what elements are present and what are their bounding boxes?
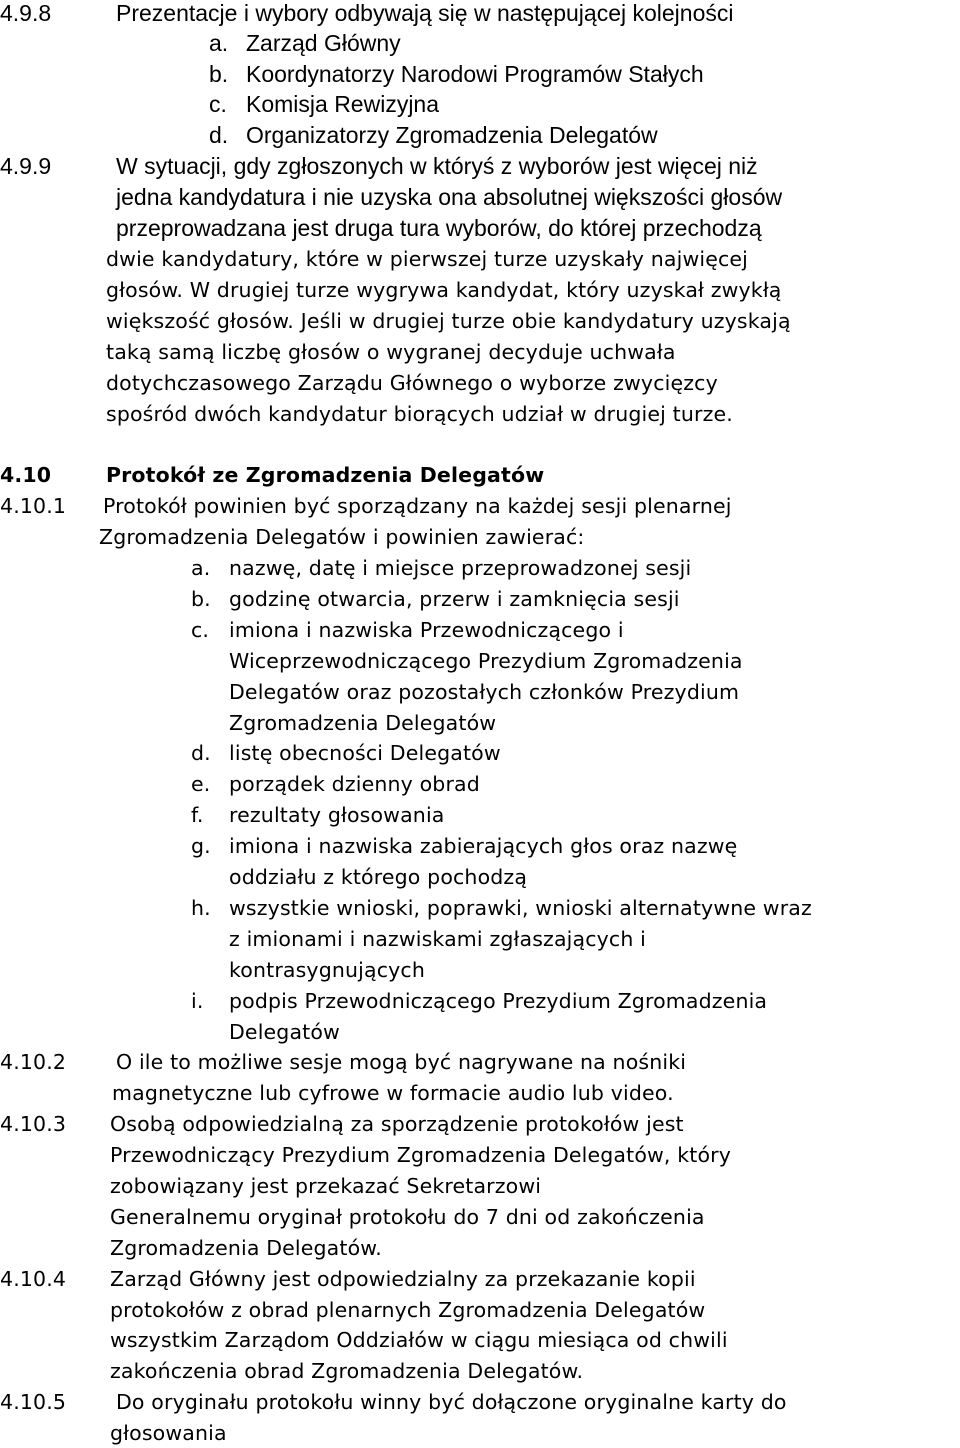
list-item: listę obecności Delegatów — [229, 741, 501, 765]
section-number-4-10: 4.10 — [0, 463, 52, 487]
paragraph-line: protokołów z obrad plenarnych Zgromadzenia Delegatów — [110, 1298, 706, 1322]
paragraph-line: głosowania — [110, 1421, 227, 1445]
list-marker: e. — [191, 772, 211, 796]
section-number-4-9-9: 4.9.9 — [0, 153, 52, 179]
list-item: Koordynatorzy Narodowi Programów Stałych — [246, 61, 704, 87]
list-item: Komisja Rewizyjna — [246, 91, 440, 117]
list-marker: h. — [191, 896, 211, 920]
paragraph-line: taką samą liczbę głosów o wygranej decyduje uchwała — [106, 340, 676, 364]
section-number-4-10-3: 4.10.3 — [0, 1112, 67, 1136]
list-marker: c. — [209, 91, 227, 117]
list-item-continuation: kontrasygnujących — [229, 958, 425, 982]
section-number-4-10-4: 4.10.4 — [0, 1267, 67, 1291]
section-number-4-10-2: 4.10.2 — [0, 1050, 67, 1074]
list-item-continuation: Delegatów oraz pozostałych członków Prezydium — [229, 680, 740, 704]
paragraph-line: wszystkim Zarządom Oddziałów w ciągu miesiąca od chwili — [110, 1328, 728, 1352]
list-marker: c. — [191, 618, 210, 642]
paragraph-line: O ile to możliwe sesje mogą być nagrywane na nośniki — [116, 1050, 687, 1074]
list-item: godzinę otwarcia, przerw i zamknięcia sesji — [229, 587, 680, 611]
list-item: imiona i nazwiska zabierających głos oraz nazwę — [229, 834, 738, 858]
paragraph-line: dwie kandydatury, które w pierwszej turze uzyskały najwięcej — [106, 247, 748, 271]
list-marker: b. — [191, 587, 211, 611]
paragraph-line: zakończenia obrad Zgromadzenia Delegatów. — [110, 1359, 584, 1383]
paragraph-line: W sytuacji, gdy zgłoszonych w któryś z wyborów jest więcej niż — [116, 153, 758, 179]
list-item: imiona i nazwiska Przewodniczącego i — [229, 618, 624, 642]
list-item: podpis Przewodniczącego Prezydium Zgromadzenia — [229, 989, 768, 1013]
list-marker: b. — [209, 61, 229, 87]
list-marker: f. — [191, 803, 204, 827]
paragraph-line: Protokół powinien być sporządzany na każdej sesji plenarnej — [103, 494, 732, 518]
paragraph-line: Zgromadzenia Delegatów. — [110, 1236, 382, 1260]
list-marker: a. — [191, 556, 211, 580]
list-item: Zarząd Główny — [246, 30, 401, 56]
list-item: wszystkie wnioski, poprawki, wnioski alternatywne wraz — [229, 896, 812, 920]
list-marker: g. — [191, 834, 211, 858]
section-number-4-9-8: 4.9.8 — [0, 0, 52, 26]
list-item: rezultaty głosowania — [229, 803, 445, 827]
paragraph-line: jedna kandydatura i nie uzyska ona absolutnej większości głosów — [116, 184, 783, 210]
section-heading-4-10: Protokół ze Zgromadzenia Delegatów — [106, 463, 545, 487]
paragraph-line: Do oryginału protokołu winny być dołączone oryginalne karty do — [116, 1390, 787, 1414]
list-marker: i. — [191, 989, 204, 1013]
section-number-4-10-5: 4.10.5 — [0, 1390, 67, 1414]
list-item-continuation: Wiceprzewodniczącego Prezydium Zgromadzenia — [229, 649, 743, 673]
paragraph-line: Przewodniczący Prezydium Zgromadzenia Delegatów, który — [110, 1143, 732, 1167]
section-title-4-9-8: Prezentacje i wybory odbywają się w następującej kolejności — [116, 0, 734, 26]
list-marker: d. — [209, 122, 229, 148]
list-item-continuation: Zgromadzenia Delegatów — [229, 711, 497, 735]
paragraph-line: Generalnemu oryginał protokołu do 7 dni od zakończenia — [110, 1205, 705, 1229]
paragraph-line: spośród dwóch kandydatur biorących udział w drugiej turze. — [106, 402, 733, 426]
section-number-4-10-1: 4.10.1 — [0, 494, 67, 518]
list-item-continuation: z imionami i nazwiskami zgłaszających i — [229, 927, 646, 951]
paragraph-line: przeprowadzana jest druga tura wyborów, do której przechodzą — [116, 215, 762, 241]
paragraph-line: Zarząd Główny jest odpowiedzialny za przekazanie kopii — [110, 1267, 696, 1291]
paragraph-line: Osobą odpowiedzialną za sporządzenie protokołów jest — [110, 1112, 684, 1136]
list-item-continuation: Delegatów — [229, 1020, 340, 1044]
paragraph-line: dotychczasowego Zarządu Głównego o wyborze zwycięzcy — [106, 371, 718, 395]
paragraph-line: Zgromadzenia Delegatów i powinien zawierać: — [99, 525, 585, 549]
list-item: Organizatorzy Zgromadzenia Delegatów — [246, 122, 658, 148]
paragraph-line: zobowiązany jest przekazać Sekretarzowi — [110, 1174, 542, 1198]
paragraph-line: magnetyczne lub cyfrowe w formacie audio lub video. — [112, 1081, 674, 1105]
list-item-continuation: oddziału z którego pochodzą — [229, 865, 528, 889]
list-item: nazwę, datę i miejsce przeprowadzonej sesji — [229, 556, 692, 580]
list-marker: a. — [209, 30, 229, 56]
paragraph-line: głosów. W drugiej turze wygrywa kandydat, który uzyskał zwykłą — [106, 278, 782, 302]
paragraph-line: większość głosów. Jeśli w drugiej turze obie kandydatury uzyskają — [106, 309, 791, 333]
list-item: porządek dzienny obrad — [229, 772, 480, 796]
list-marker: d. — [191, 741, 211, 765]
